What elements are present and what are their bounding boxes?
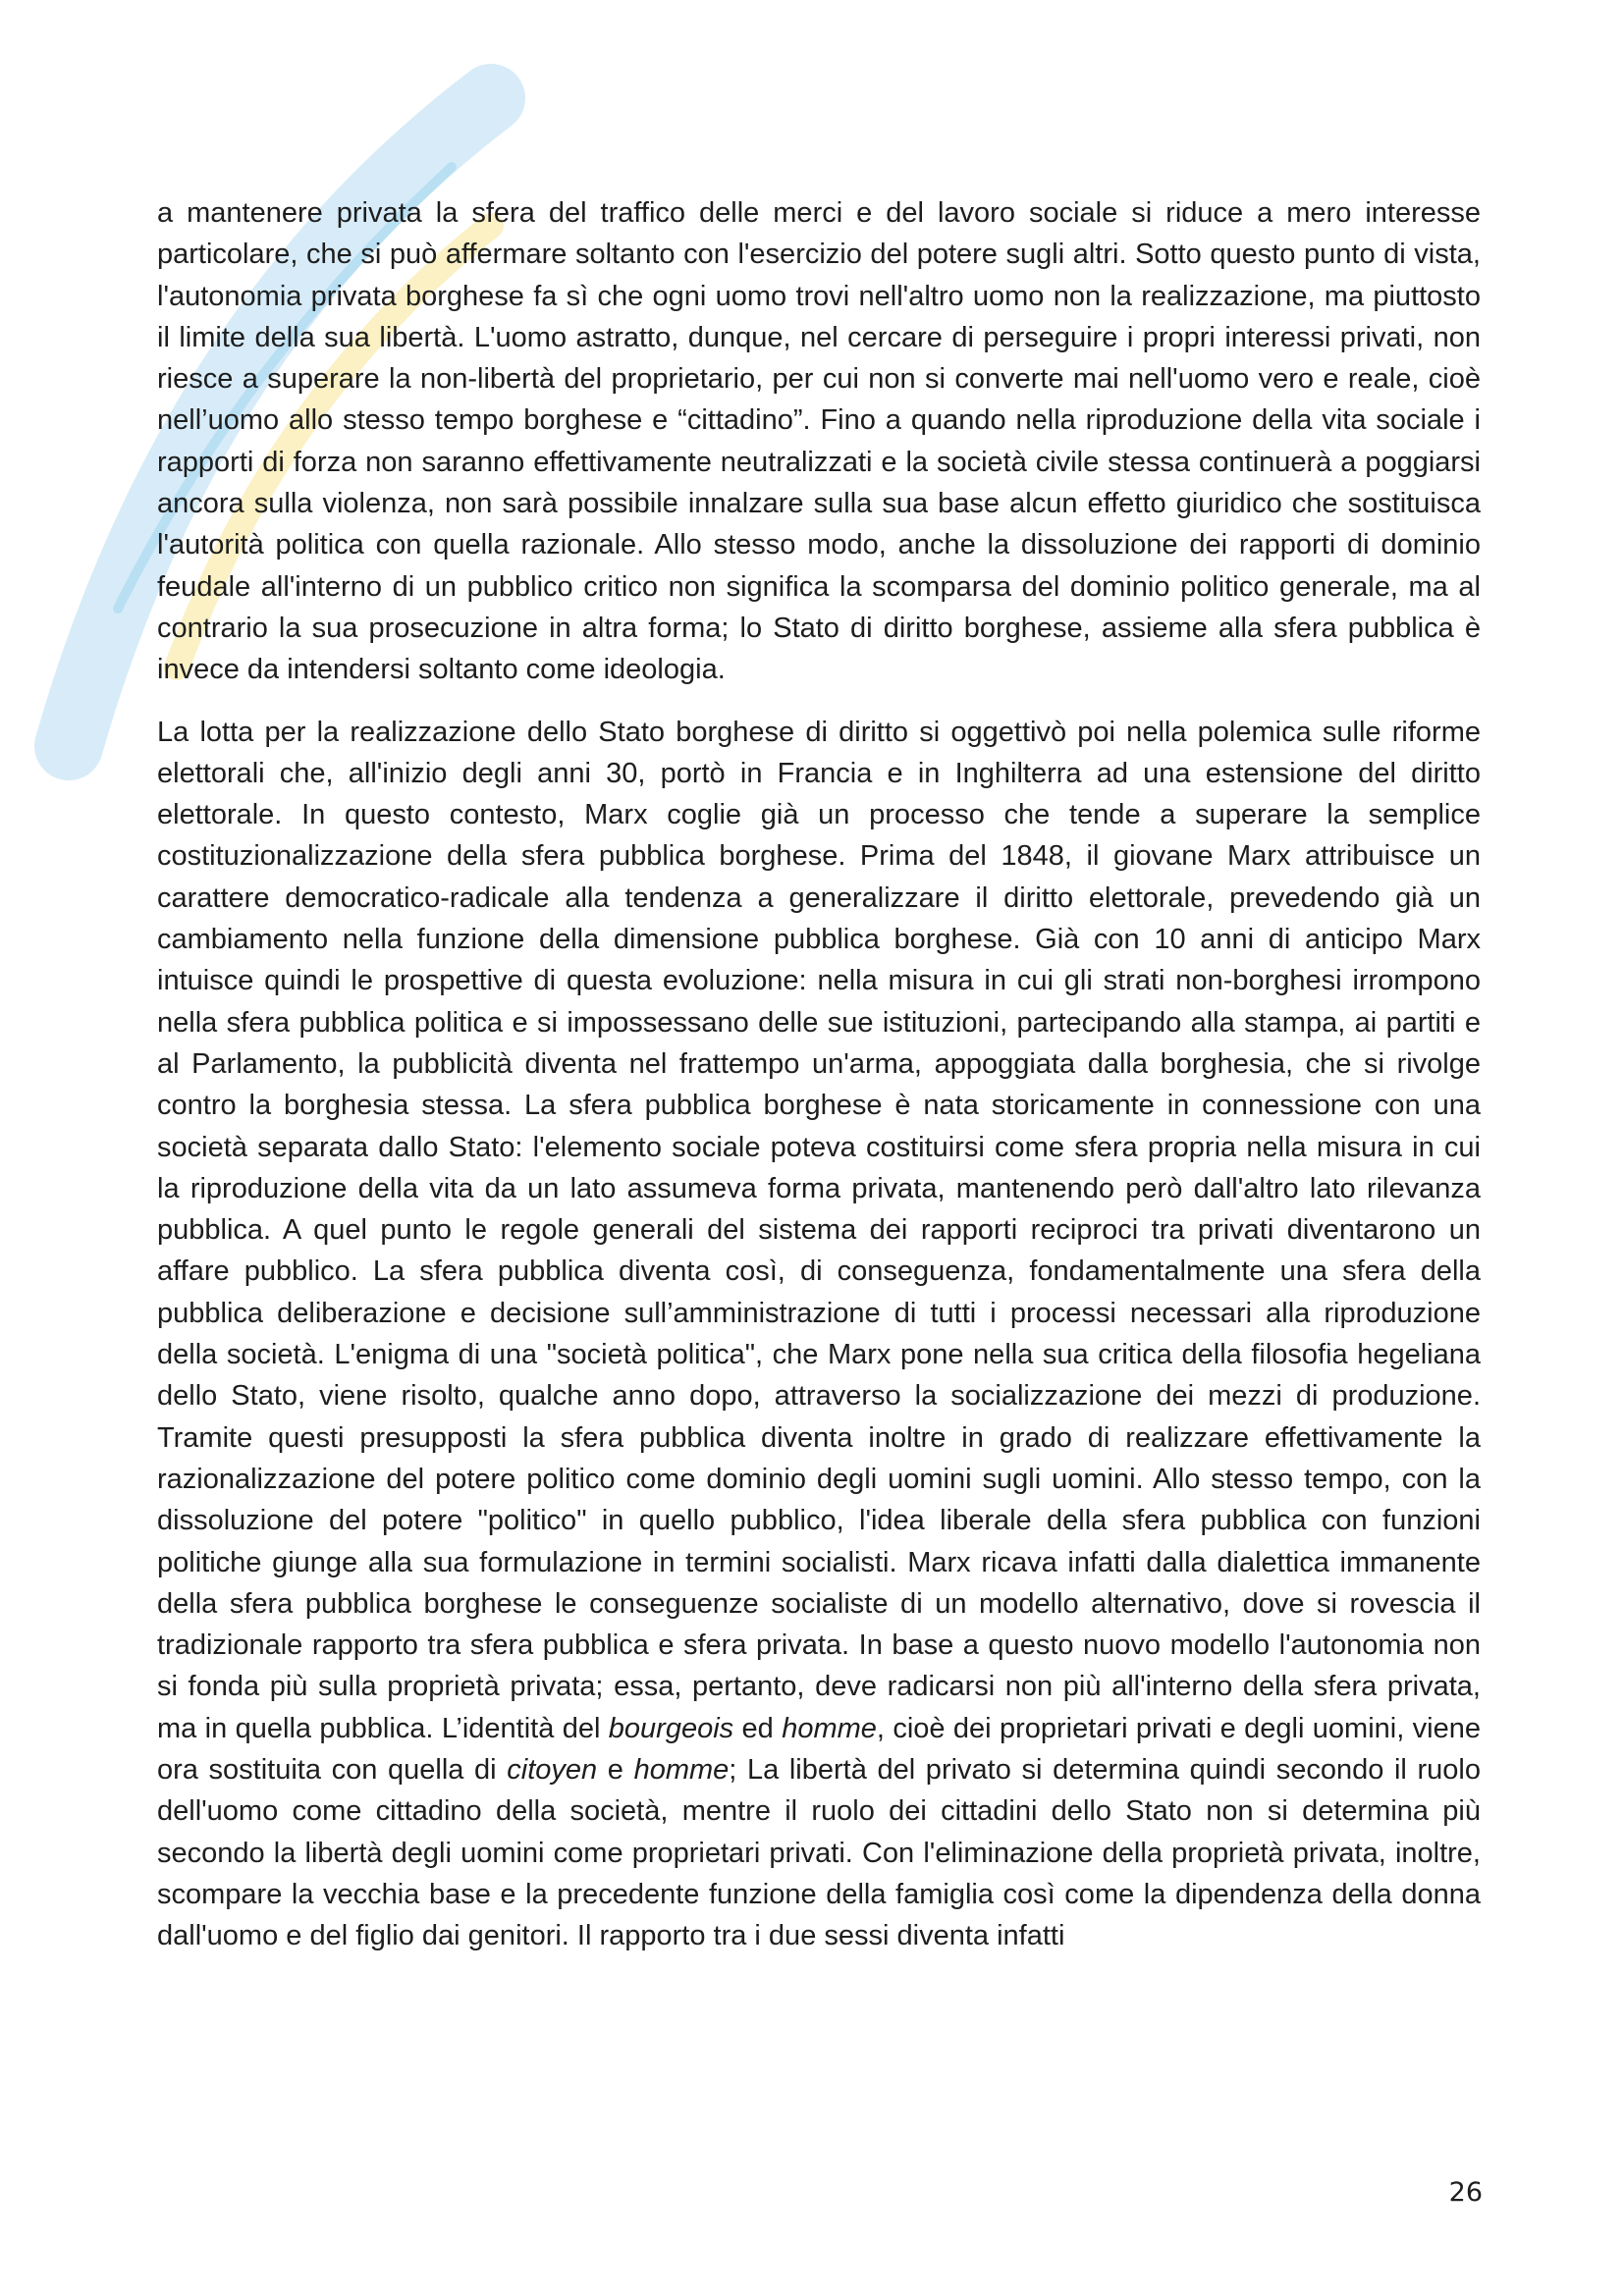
text-segment: ed [733, 1712, 783, 1744]
paragraph [157, 192, 1481, 691]
text-segment: , cioè dei proprietari privati e degli uomini, viene ora sostituita con quella di [157, 1712, 1481, 1786]
document-body [157, 192, 1481, 1956]
page-number: 26 [1448, 2177, 1483, 2208]
italic-term: homme [782, 1712, 877, 1744]
text-segment: La lotta per la realizzazione dello Stato borghese di diritto si oggettivò poi nella polemica sulle riforme elettorali che, all'inizio degli anni 30, portò in Francia e in Inghilterra ad una estensione del diritto elettorale. In questo contesto, Marx coglie già un processo che tende a superare la semplice costituzionalizzazione della sfera pubblica borghese. Prima del 1848, il giovane Marx attribuisce un carattere democratico-radicale alla tendenza a generalizzare il diritto elettorale, prevedendo già un cambiamento nella funzione della dimensione pubblica borghese. Già con 10 anni di anticipo Marx intuisce quindi le prospettive di questa evoluzione: nella misura in cui gli strati non-borghesi irrompono nella sfera pubblica politica e si impossessano delle sue istituzioni, partecipando alla stampa, ai partiti e al Parlamento, la pubblicità diventa nel frattempo un'arma, appoggiata dalla borghesia, che si rivolge contro la borghesia stessa. La sfera pubblica borghese è nata storicamente in connessione con una società separata dallo Stato: l'elemento sociale poteva costituirsi come sfera propria nella misura in cui la riproduzione della vita da un lato assumeva forma privata, mantenendo però dall'altro lato rilevanza pubblica. A quel punto le regole generali del sistema dei rapporti reciproci tra privati diventarono un affare pubblico. La sfera pubblica diventa così, di conseguenza, fondamentalmente una sfera della pubblica deliberazione e decisione sull’amministrazione di tutti i processi necessari alla riproduzione della società. L'enigma di una "società politica", che Marx pone nella sua critica della filosofia hegeliana dello Stato, viene risolto, qualche anno dopo, attraverso la socializzazione dei mezzi di produzione. Tramite questi presupposti la sfera pubblica diventa inoltre in grado di realizzare effettivamente la razionalizzazione del potere politico come dominio degli uomini sugli uomini. Allo stesso tempo, con la dissoluzione del potere "politico" in quello pubblico, l'idea liberale della sfera pubblica con funzioni politiche giunge alla sua formulazione in termini socialisti. Marx ricava infatti dalla dialettica immanente della sfera pubblica borghese le conseguenze socialiste di un modello alternativo, dove si rovescia il tradizionale rapporto tra sfera pubblica e sfera privata. In base a questo nuovo modello l'autonomia non si fonda più sulla proprietà privata; essa, pertanto, deve radicarsi non più all'interno della sfera privata, ma in quella pubblica. L’identità del [157, 716, 1481, 1744]
italic-term: homme [633, 1753, 730, 1786]
paragraph [157, 712, 1481, 1957]
text-segment: a mantenere privata la sfera del traffico delle merci e del lavoro sociale si riduce a mero interesse particolare, che si può affermare soltanto con l'esercizio del potere sugli altri. Sotto questo punto di vista, l'autonomia privata borghese fa sì che ogni uomo trovi nell'altro uomo non la realizzazione, ma piuttosto il limite della sua libertà. L'uomo astratto, dunque, nel cercare di perseguire i propri interessi privati, non riesce a superare la non-libertà del proprietario, per cui non si converte mai nell'uomo vero e reale, cioè nell’uomo allo stesso tempo borghese e “cittadino”. Fino a quando nella riproduzione della vita sociale i rapporti di forza non saranno effettivamente neutralizzati e la società civile stessa continuerà a poggiarsi ancora sulla violenza, non sarà possibile innalzare sulla sua base alcun effetto giuridico che sostituisca l'autorità politica con quella razionale. Allo stesso modo, anche la dissoluzione dei rapporti di dominio feudale all'interno di un pubblico critico non significa la scomparsa del dominio politico generale, ma al contrario la sua prosecuzione in altra forma; lo Stato di diritto borghese, assieme alla sfera pubblica è invece da intendersi soltanto come ideologia. [157, 197, 1481, 686]
italic-term: bourgeois [608, 1712, 734, 1744]
text-segment: ; La libertà del privato si determina quindi secondo il ruolo dell'uomo come cittadino della società, mentre il ruolo dei cittadini dello Stato non si determina più secondo la libertà degli uomini come proprietari privati. Con l'eliminazione della proprietà privata, inoltre, scompare la vecchia base e la precedente funzione della famiglia così come la dipendenza della donna dall'uomo e del figlio dai genitori. Il rapporto tra i due sessi diventa infatti [157, 1753, 1481, 1952]
text-segment: e [597, 1753, 634, 1786]
italic-term: citoyen [507, 1753, 598, 1786]
